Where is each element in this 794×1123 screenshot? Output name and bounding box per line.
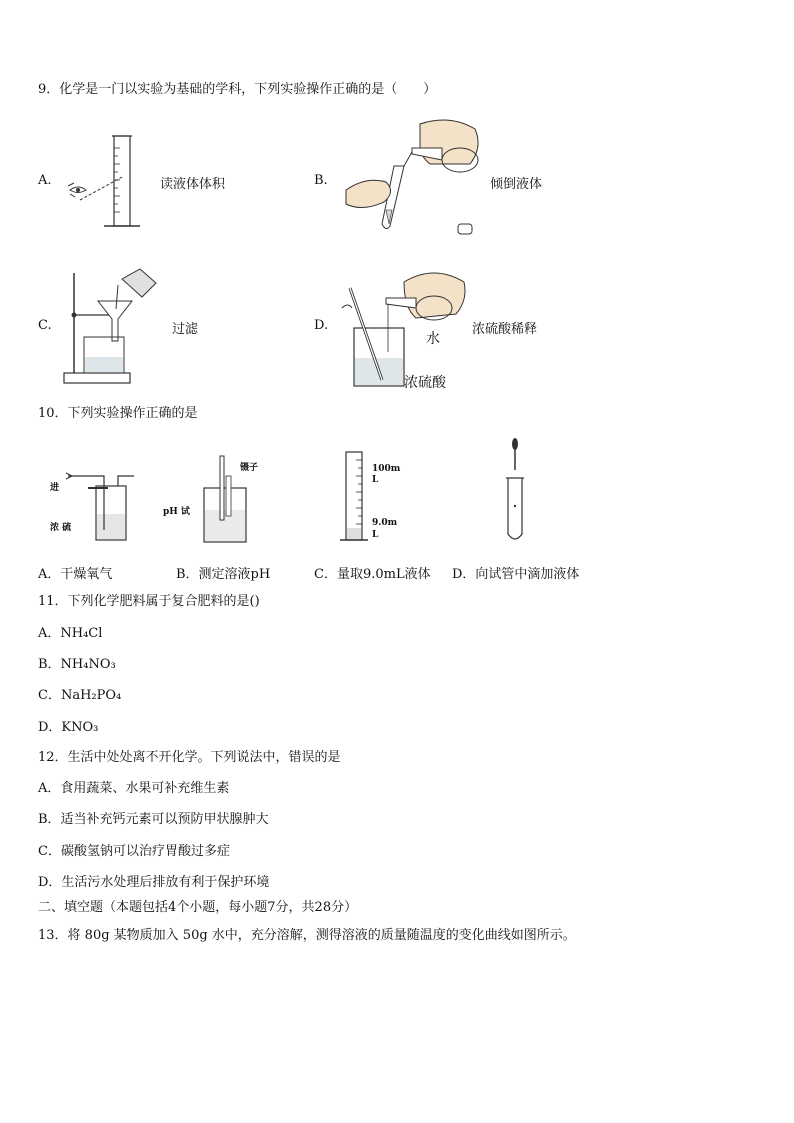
100ml-cylinder-figure [336,448,379,546]
inlet-label: 进 [50,483,60,493]
option-9a-letter: A. [38,173,52,188]
cylinder-100ml-unit: L [372,475,379,485]
option-10d: D．向试管中滴加液体 [452,567,580,582]
filtration-figure [60,265,170,387]
dropper-test-tube-figure [500,436,530,546]
option-11c: C．NaH₂PO₄ [38,688,122,703]
option-9c-letter: C. [38,318,52,333]
question-13-stem: 13．将 80g 某物质加入 50g 水中，充分溶解，测得溶液的质量随温度的变化曲线如图所示。 [38,928,576,943]
option-9d-caption: 浓硫酸稀释 [472,322,538,337]
option-12b: B．适当补充钙元素可以预防甲状腺肿大 [38,812,269,827]
graduated-cylinder-reading-figure [62,128,152,240]
option-12d: D．生活污水处理后排放有利于保护环境 [38,875,270,890]
acid-dilution-figure [338,262,468,392]
option-11a: A．NH₄Cl [38,626,103,641]
water-label: 水 [426,331,440,347]
cylinder-9ml-unit: L [372,530,379,540]
conc-acid-label: 浓 硫 [50,523,72,533]
option-10c: C．量取9.0mL液体 [314,567,431,582]
option-11d: D．KNO₃ [38,720,99,735]
ph-paper-label: pH 试 [163,507,190,517]
option-10b: B．测定溶液pH [176,567,271,582]
cylinder-9ml-label: 9.0m [372,518,398,528]
option-9b-caption: 倾倒液体 [490,177,543,192]
option-11b: B．NH₄NO₃ [38,657,116,672]
question-12-stem: 12．生活中处处离不开化学。下列说法中，错误的是 [38,750,341,765]
option-9c-caption: 过滤 [172,322,199,337]
question-10-stem: 10．下列实验操作正确的是 [38,406,198,421]
question-9-stem: 9．化学是一门以实验为基础的学科，下列实验操作正确的是（ ） [38,82,437,97]
gas-drying-bottle-figure [48,468,138,548]
option-12c: C．碳酸氢钠可以治疗胃酸过多症 [38,844,230,859]
option-10a: A．干燥氧气 [38,567,113,582]
option-9d-letter: D. [314,318,329,333]
tweezers-label: 镊子 [240,463,259,473]
pouring-liquid-figure [340,110,490,245]
cylinder-100ml-label: 100m [372,464,401,474]
section-2-title: 二、填空题（本题包括4个小题，每小题7分，共28分） [38,900,358,915]
question-11-stem: 11．下列化学肥料属于复合肥料的是() [38,594,260,609]
option-9a-caption: 读液体体积 [160,177,226,192]
acid-label: 浓硫酸 [404,375,446,391]
option-12a: A．食用蔬菜、水果可补充维生素 [38,781,230,796]
option-9b-letter: B. [314,173,328,188]
